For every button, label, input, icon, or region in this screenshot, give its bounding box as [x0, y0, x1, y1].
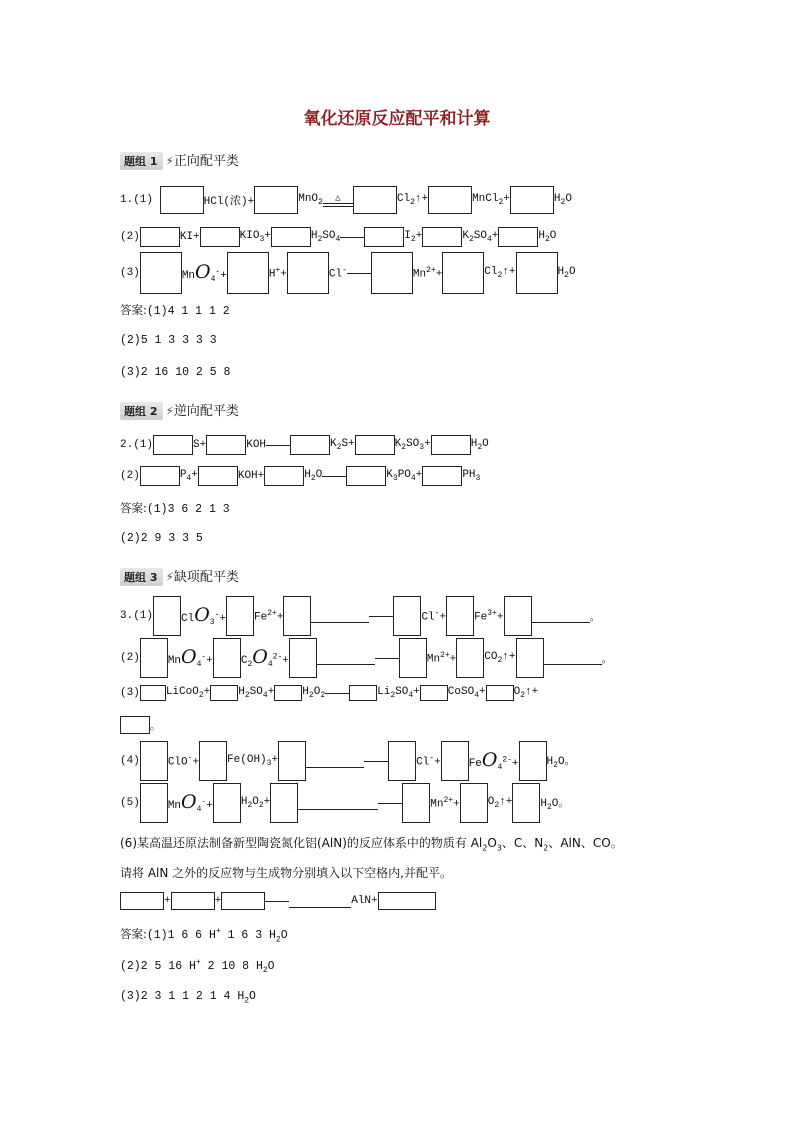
- page-title: 氧化还原反应配平和计算: [303, 109, 491, 129]
- blank-box[interactable]: [140, 783, 168, 823]
- blank-box[interactable]: [226, 596, 254, 636]
- blank-box[interactable]: [221, 892, 265, 910]
- q3-part-6-instruction: 请将 AlN 之外的反应物与生成物分别填入以下空格内,并配平。: [120, 866, 452, 880]
- answer-blank[interactable]: [317, 652, 375, 665]
- blank-box[interactable]: [171, 892, 215, 910]
- blank-box[interactable]: [446, 596, 474, 636]
- blank-box[interactable]: [399, 638, 427, 678]
- group-2-tag: 题组 2: [120, 402, 163, 420]
- blank-box[interactable]: [420, 685, 448, 701]
- blank-box[interactable]: [278, 741, 306, 781]
- blank-box[interactable]: [353, 186, 397, 214]
- group-3-heading: [120, 566, 239, 586]
- q3-line-2: (2) $MnO_4^-+ C_2O_4^{2-}+ Mn^{2+}+$ $CO_2↑+$ 。: [120, 638, 613, 678]
- blank-box[interactable]: [140, 227, 180, 247]
- blank-box[interactable]: [140, 638, 168, 678]
- blank-box[interactable]: [289, 638, 317, 678]
- answer-blank[interactable]: [289, 895, 351, 908]
- equation-dash: [325, 693, 349, 694]
- blank-box[interactable]: [210, 685, 238, 701]
- blank-box[interactable]: [431, 435, 471, 455]
- q2-line-2: (2) $P_4+ KOH+ H_2O$ $K_3PO_4+ PH_3$: [120, 466, 480, 486]
- group-2-heading: [120, 400, 239, 420]
- blank-box[interactable]: [120, 892, 164, 910]
- blank-box[interactable]: [364, 227, 404, 247]
- q3-line-3: (3) LiCoO$_2$+ $H_2SO_4+ H_2O_2$ $Li_2SO_4+$ CoSO$_4$+ $O_2↑+$: [120, 685, 539, 701]
- q3-line-1: 3.(1) $ClO_3^-+ Fe^{2+}+ Cl^-+ Fe^{3+}+$ 。: [120, 596, 601, 636]
- blank-box[interactable]: [270, 783, 298, 823]
- answer-blank[interactable]: [544, 652, 602, 665]
- equation-dash: [364, 761, 388, 762]
- blank-box[interactable]: [120, 716, 150, 734]
- q2-answer-1: 答案:(1)3 6 2 1 3: [120, 501, 230, 516]
- answer-blank[interactable]: [298, 797, 378, 810]
- q2-answer-2: (2)2 9 3 3 5: [120, 532, 203, 545]
- equation-dash: [265, 901, 289, 902]
- blank-box[interactable]: [510, 186, 554, 214]
- blank-box[interactable]: [274, 685, 302, 701]
- group-3-tag: 题组 3: [120, 568, 163, 586]
- q1-line-3: (3) MnO$_4$-+ H++ Cl- $Mn^{2+}+$ $Cl_2↑+ H_2O$: [120, 252, 576, 294]
- q3-part-6-text: (6)某高温还原法制备新型陶瓷氮化铝(AlN)的反应体系中的物质有 $Al_2O_3$、C、$N_2$、AlN、CO。: [120, 836, 623, 853]
- blank-box[interactable]: [160, 186, 204, 214]
- blank-box[interactable]: [227, 252, 269, 294]
- blank-box[interactable]: [140, 685, 166, 701]
- q3-answer-3: (3)2 3 1 1 2 1 4 $H_2O$: [120, 990, 256, 1006]
- q1-answer-3: (3)2 16 10 2 5 8: [120, 366, 231, 379]
- blank-box[interactable]: [456, 638, 484, 678]
- blank-box[interactable]: [519, 741, 547, 781]
- q1-line-2: (2) $KI+ KIO_3+ H_2SO_4$ $I_2+ K_2SO_4+ H_2O$: [120, 227, 556, 247]
- blank-box[interactable]: [271, 227, 311, 247]
- lightning-icon: ⚡: [165, 570, 174, 584]
- blank-box[interactable]: [355, 435, 395, 455]
- blank-box[interactable]: [378, 892, 436, 910]
- heat-arrow: △: [323, 194, 353, 207]
- q1-answer-1: 答案:(1)4 1 1 1 2: [120, 303, 230, 318]
- blank-box[interactable]: [254, 186, 298, 214]
- equation-dash: [340, 237, 364, 238]
- group-3-title: 缺项配平类: [173, 570, 239, 585]
- group-1-title: 正向配平类: [173, 154, 239, 169]
- answer-blank[interactable]: [311, 610, 369, 623]
- blank-box[interactable]: [198, 466, 238, 486]
- blank-box[interactable]: [512, 783, 540, 823]
- blank-box[interactable]: [140, 252, 182, 294]
- q3-line-3-cont: 。: [120, 716, 161, 734]
- blank-box[interactable]: [486, 685, 514, 701]
- blank-box[interactable]: [140, 466, 180, 486]
- q1-line-1: 1.(1) HCl(浓)+ MnO$_2$△ $Cl_2↑+$ MnCl$_2$+ $H_2O$: [120, 186, 572, 214]
- blank-box[interactable]: [346, 466, 386, 486]
- equation-dash: [375, 658, 399, 659]
- q3-line-4: (4) $ClO^-+ Fe(OH)_3+ Cl^-+ FeO_4^{2-}+ H_2O$。: [120, 741, 576, 781]
- equation-dash: [369, 616, 393, 617]
- q3-answer-2: (2)2 5 16 H+ 2 10 8 $H_2O$: [120, 958, 275, 976]
- blank-box[interactable]: [153, 596, 181, 636]
- blank-box[interactable]: [516, 638, 544, 678]
- blank-box[interactable]: [516, 252, 558, 294]
- q3-line-6: + + AlN+: [120, 892, 436, 910]
- blank-box[interactable]: [283, 596, 311, 636]
- blank-box[interactable]: [371, 252, 413, 294]
- blank-box[interactable]: [422, 466, 462, 486]
- answer-blank[interactable]: [306, 755, 364, 768]
- blank-box[interactable]: [428, 186, 472, 214]
- group-1-heading: [120, 150, 239, 170]
- equation-dash: [322, 476, 346, 477]
- group-1-tag: 题组 1: [120, 152, 163, 170]
- lightning-icon: ⚡: [165, 404, 174, 418]
- blank-box[interactable]: [153, 435, 193, 455]
- group-2-title: 逆向配平类: [173, 404, 239, 419]
- blank-box[interactable]: [460, 783, 488, 823]
- blank-box[interactable]: [402, 783, 430, 823]
- blank-box[interactable]: [206, 435, 246, 455]
- q3-line-5: (5) $MnO_4^-+ H_2O_2+ Mn^{2+}+$ $O_2↑+ H_2O$。: [120, 783, 569, 823]
- equation-dash: [266, 445, 290, 446]
- equation-dash: [378, 803, 402, 804]
- blank-box[interactable]: [290, 435, 330, 455]
- blank-box[interactable]: [213, 783, 241, 823]
- blank-box[interactable]: [264, 466, 304, 486]
- q2-line-1: 2.(1) S+ KOH $K_2S+ K_2SO_3+ H_2O$: [120, 435, 489, 455]
- blank-box[interactable]: [200, 227, 240, 247]
- lightning-icon: ⚡: [165, 154, 174, 168]
- q1-answer-2: (2)5 1 3 3 3 3: [120, 334, 217, 347]
- blank-box[interactable]: [442, 252, 484, 294]
- blank-box[interactable]: [498, 227, 538, 247]
- blank-box[interactable]: [287, 252, 329, 294]
- blank-box[interactable]: [199, 741, 227, 781]
- blank-box[interactable]: [393, 596, 421, 636]
- blank-box[interactable]: [349, 685, 377, 701]
- blank-box[interactable]: [441, 741, 469, 781]
- blank-box[interactable]: [140, 741, 168, 781]
- q3-answer-1: 答案:(1)1 6 6 H+ 1 6 3 $H_2O$: [120, 927, 288, 945]
- blank-box[interactable]: [504, 596, 532, 636]
- answer-blank[interactable]: [532, 610, 590, 623]
- blank-box[interactable]: [388, 741, 416, 781]
- equation-dash: [347, 273, 371, 274]
- blank-box[interactable]: [422, 227, 462, 247]
- blank-box[interactable]: [213, 638, 241, 678]
